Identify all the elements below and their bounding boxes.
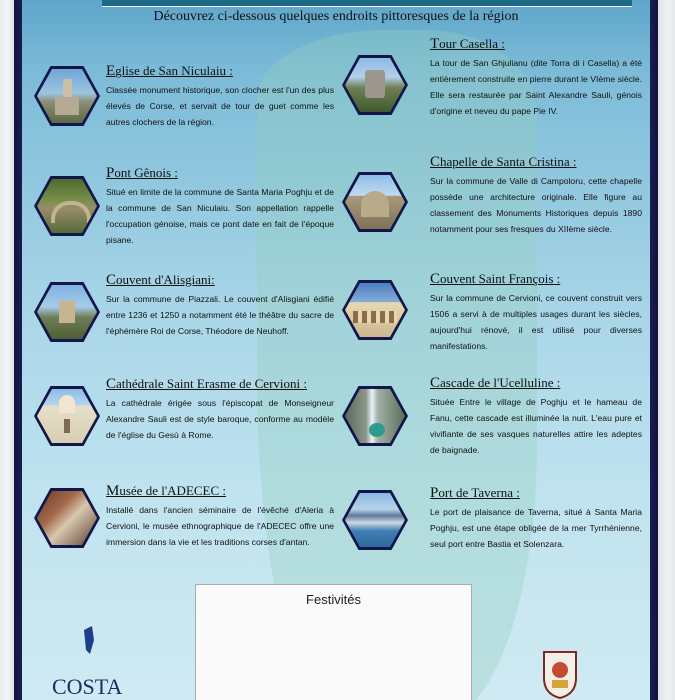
right-item-1 xyxy=(430,36,642,119)
left-item-3 xyxy=(106,272,334,339)
right-item-4 xyxy=(430,375,642,458)
costa-logo xyxy=(44,620,134,700)
panel-heading: Découvrez ci-dessous quelques endroits pittoresques de la région xyxy=(153,9,519,24)
festivites-title: Festivités xyxy=(306,592,361,607)
item-description: Sur la commune de Valle di Campoloru, cette chapelle possède une architecture originale. Elle figure au classement des Monuments Historiques depuis 1890 notamment pour ses fresques du XIIème siècle. xyxy=(430,176,642,234)
info-panel xyxy=(22,0,650,700)
cathedral-photo-icon xyxy=(34,386,100,446)
item-description: Classée monument historique, son clocher est l'un des plus élevés de Corse, et servait de tour de guet comme les autres clochers de la région. xyxy=(106,85,334,127)
item-description: Le port de plaisance de Taverna, situé à Santa Maria Poghju, est une étape obligée de la mer Tyrrhénienne, seul port entre Bastia et Solenzara. xyxy=(430,507,642,549)
church-photo-icon xyxy=(34,66,100,126)
item-title: Musée de l'ADECEC : xyxy=(106,483,227,499)
item-description: Installé dans l'ancien séminaire de l'évêché d'Aleria à Cervioni, le musée ethnographique de l'ADECEC offre une immersion dans la vie et les traditions corses d'antan. xyxy=(106,505,334,547)
logo-text: COSTA xyxy=(52,674,123,699)
item-title: Pont Gênois : xyxy=(106,165,178,181)
item-title: Cascade de l'Ucelluline : xyxy=(430,375,561,391)
festivites-board xyxy=(195,584,472,700)
item-description: Située Entre le village de Poghju et le hameau de Fanu, cette cascade est illuminée la nuit. L'eau pure et vivifiante de ses vasques naturelles attire les adeptes de baignade. xyxy=(430,397,642,455)
left-item-5 xyxy=(106,483,334,550)
item-title: Couvent d'Alisgiani: xyxy=(106,272,215,288)
left-item-2 xyxy=(106,165,334,248)
item-description: Sur la commune de Piazzali. Le couvent d'Alisgiani édifié entre 1236 et 1250 a notamment été le théâtre du sacre de l'éphémère Roi de Corse, Théodore de Neuhoff. xyxy=(106,294,334,336)
item-description: La cathédrale érigée sous l'épiscopat de Monseigneur Alexandre Sauli est de style baroque, conforme au modèle de l'église du Gesù à Rome. xyxy=(106,398,334,440)
item-description: Situé en limite de la commune de Santa Maria Poghju et de la commune de San Niculaiu. Son appellation rappelle l'occupation génoise, mais ce pont date en fait de l'époque pisane. xyxy=(106,187,334,245)
right-item-3 xyxy=(430,271,642,354)
item-title: Eglise de San Niculaiu : xyxy=(106,63,233,79)
right-item-2 xyxy=(430,154,642,237)
item-description: Sur la commune de Cervioni, ce couvent construit vers 1506 a servi à de multiples usages durant les siècles, aujourd'hui rénové, il est utilisé pour diverses manifestations. xyxy=(430,293,642,351)
item-description: La tour de San Ghjulianu (dite Torra di i Casella) a été entièrement construite en pierre durant le VIème siècle. Elle sera restaurée par Saint Alexandre Sauli, génois d'origine et neveu du pape Pie IV. xyxy=(430,58,642,116)
left-item-1 xyxy=(106,63,334,130)
right-item-5 xyxy=(430,485,642,552)
museum-photo-icon xyxy=(34,488,100,548)
convent-photo-icon xyxy=(34,282,100,342)
item-title: Chapelle de Santa Cristina : xyxy=(430,154,577,170)
item-title: Tour Casella : xyxy=(430,36,505,52)
municipal-crest-icon xyxy=(540,648,580,700)
item-title: Cathédrale Saint Erasme de Cervioni : xyxy=(106,376,307,392)
bridge-photo-icon xyxy=(34,176,100,236)
item-title: Port de Taverna : xyxy=(430,485,520,501)
left-item-4 xyxy=(106,376,334,443)
top-banner-strip xyxy=(102,0,632,7)
item-title: Couvent Saint François : xyxy=(430,271,561,287)
